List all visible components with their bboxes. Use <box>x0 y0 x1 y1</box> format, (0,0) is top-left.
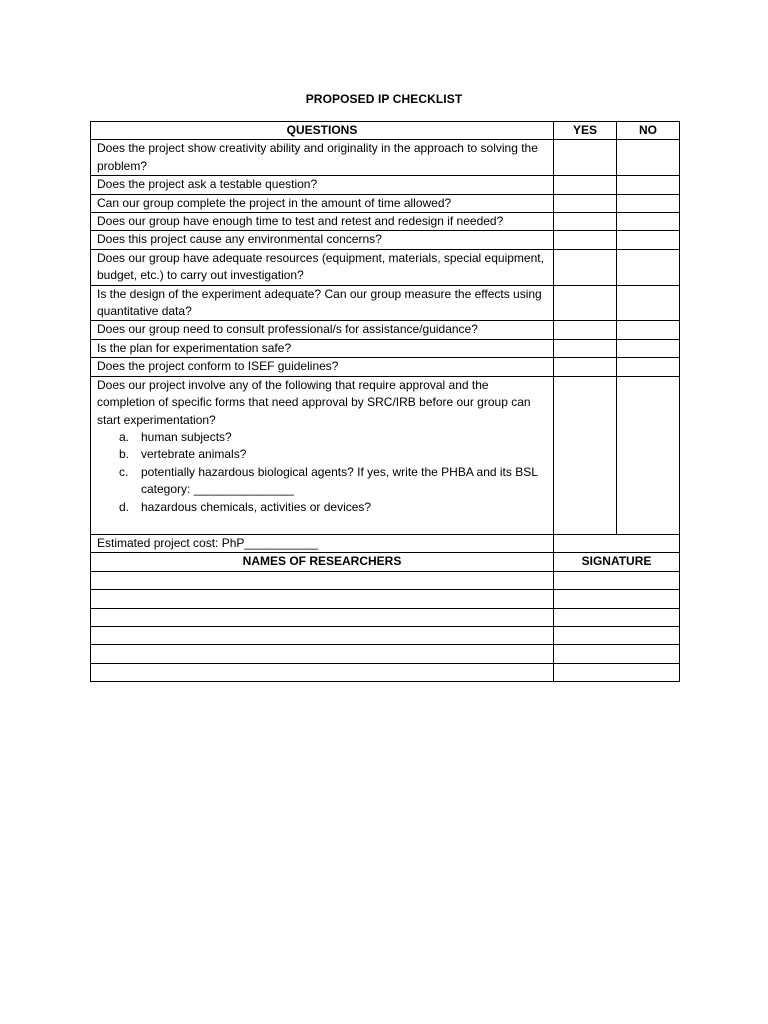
question-text: Does the project conform to ISEF guidelines? <box>91 358 554 376</box>
approval-item-text: hazardous chemicals, activities or devices? <box>141 499 372 514</box>
question-text: Does the project ask a testable question? <box>91 176 554 194</box>
no-checkbox-cell[interactable] <box>617 249 680 285</box>
approval-item-text: vertebrate animals? <box>141 447 247 462</box>
no-checkbox-cell[interactable] <box>617 358 680 376</box>
researcher-name-field[interactable] <box>91 608 554 626</box>
researcher-row <box>91 571 680 589</box>
approval-item-letter: b. <box>119 447 130 462</box>
no-checkbox-cell[interactable] <box>617 176 680 194</box>
researcher-name-field[interactable] <box>91 626 554 644</box>
question-text: Can our group complete the project in the amount of time allowed? <box>91 194 554 212</box>
researcher-row <box>91 645 680 663</box>
yes-checkbox-cell[interactable] <box>554 285 617 321</box>
questions-header: QUESTIONS <box>91 122 554 140</box>
question-text: Does our group need to consult professional/s for assistance/guidance? <box>91 321 554 339</box>
researcher-signature-field[interactable] <box>554 571 680 589</box>
yes-checkbox-cell[interactable] <box>554 321 617 339</box>
yes-checkbox-cell[interactable] <box>554 376 617 534</box>
researcher-signature-field[interactable] <box>554 645 680 663</box>
researcher-signature-field[interactable] <box>554 590 680 608</box>
researcher-row <box>91 626 680 644</box>
yes-checkbox-cell[interactable] <box>554 213 617 231</box>
question-text: Is the design of the experiment adequate? Can our group measure the effects using quantitative data? <box>91 285 554 321</box>
approval-question-cell <box>91 376 554 534</box>
researcher-row <box>91 663 680 681</box>
researcher-name-field[interactable] <box>91 663 554 681</box>
question-text: Does the project show creativity ability and originality in the approach to solving the problem? <box>91 140 554 176</box>
yes-header: YES <box>554 122 617 140</box>
question-row <box>91 358 680 376</box>
question-row <box>91 213 680 231</box>
approval-item <box>119 499 547 516</box>
researcher-name-field[interactable] <box>91 645 554 663</box>
no-checkbox-cell[interactable] <box>617 321 680 339</box>
questions-body <box>91 140 680 376</box>
approval-item-letter: a. <box>119 429 130 444</box>
yes-checkbox-cell[interactable] <box>554 194 617 212</box>
researcher-signature-field[interactable] <box>554 608 680 626</box>
researcher-name-field[interactable] <box>91 571 554 589</box>
no-checkbox-cell[interactable] <box>617 140 680 176</box>
question-row <box>91 231 680 249</box>
question-row <box>91 285 680 321</box>
cost-row <box>91 534 680 552</box>
researchers-header-row <box>91 553 680 571</box>
question-row <box>91 249 680 285</box>
researcher-row <box>91 608 680 626</box>
yes-checkbox-cell[interactable] <box>554 140 617 176</box>
researcher-row <box>91 590 680 608</box>
question-row <box>91 194 680 212</box>
question-text: Does this project cause any environmental concerns? <box>91 231 554 249</box>
no-checkbox-cell[interactable] <box>617 194 680 212</box>
question-row <box>91 176 680 194</box>
checklist-table <box>90 121 680 682</box>
header-row <box>91 122 680 140</box>
question-row <box>91 321 680 339</box>
no-checkbox-cell[interactable] <box>617 231 680 249</box>
researchers-body <box>91 571 680 681</box>
no-checkbox-cell[interactable] <box>617 339 680 357</box>
no-checkbox-cell[interactable] <box>617 376 680 534</box>
yes-checkbox-cell[interactable] <box>554 339 617 357</box>
question-text: Does our group have enough time to test and retest and redesign if needed? <box>91 213 554 231</box>
researcher-signature-field[interactable] <box>554 663 680 681</box>
yes-checkbox-cell[interactable] <box>554 249 617 285</box>
question-text: Is the plan for experimentation safe? <box>91 339 554 357</box>
no-checkbox-cell[interactable] <box>617 285 680 321</box>
cost-blank-cell <box>554 534 680 552</box>
yes-checkbox-cell[interactable] <box>554 358 617 376</box>
yes-checkbox-cell[interactable] <box>554 176 617 194</box>
estimated-cost-field[interactable]: Estimated project cost: PhP___________ <box>91 534 554 552</box>
approval-items-list <box>97 429 547 516</box>
question-row <box>91 140 680 176</box>
signature-header: SIGNATURE <box>554 553 680 571</box>
approval-item-text: potentially hazardous biological agents? If yes, write the PHBA and its BSL category: _______________ <box>141 464 538 497</box>
approval-item-text: human subjects? <box>141 429 232 444</box>
approval-item <box>119 429 547 446</box>
approval-item <box>119 464 547 499</box>
approval-row <box>91 376 680 534</box>
approval-item <box>119 446 547 463</box>
researcher-name-field[interactable] <box>91 590 554 608</box>
researcher-signature-field[interactable] <box>554 626 680 644</box>
no-header: NO <box>617 122 680 140</box>
no-checkbox-cell[interactable] <box>617 213 680 231</box>
approval-question-text: Does our project involve any of the following that require approval and the completion of specific forms that need approval by SRC/IRB before our group can start experimentation? <box>97 377 531 427</box>
approval-item-letter: d. <box>119 499 130 514</box>
yes-checkbox-cell[interactable] <box>554 231 617 249</box>
question-row <box>91 339 680 357</box>
approval-item-letter: c. <box>119 464 129 479</box>
question-text: Does our group have adequate resources (equipment, materials, special equipment, budget, etc.) to carry out investigation? <box>91 249 554 285</box>
names-of-researchers-header: NAMES OF RESEARCHERS <box>91 553 554 571</box>
page-title: PROPOSED IP CHECKLIST <box>305 92 463 106</box>
